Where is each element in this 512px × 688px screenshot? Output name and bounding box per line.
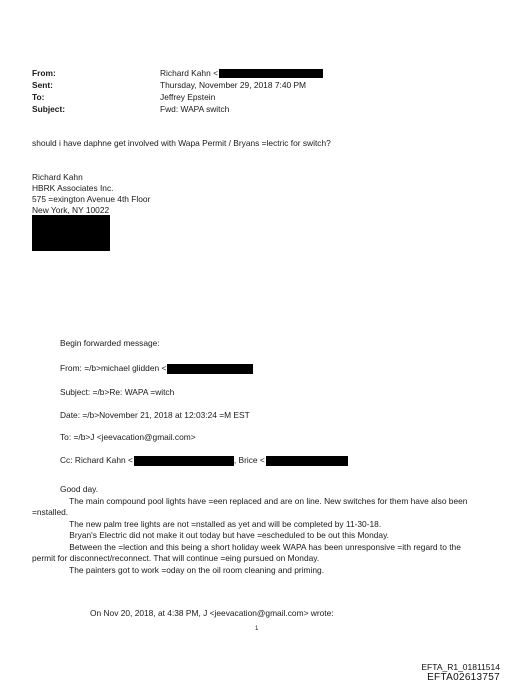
forwarded-from bbox=[60, 363, 253, 374]
forwarded-from-text: From: =/b>michael glidden < bbox=[60, 363, 167, 373]
bates-number-secondary: EFTA02613757 bbox=[427, 672, 500, 683]
message-line: Bryan's Electric did not make it out today but have =escheduled to be out this Monday. bbox=[60, 530, 389, 540]
message-body bbox=[32, 484, 472, 576]
forwarded-cc-prefix: Cc: Richard Kahn < bbox=[60, 455, 133, 465]
signature-name: Richard Kahn bbox=[32, 172, 83, 182]
sent-value: Thursday, November 29, 2018 7:40 PM bbox=[160, 80, 307, 90]
forwarded-to: To: =/b>J <jeevacation@gmail.com> bbox=[60, 432, 196, 442]
forwarded-cc bbox=[60, 455, 348, 466]
forwarded-date: Date: =/b>November 21, 2018 at 12:03:24 =M EST bbox=[60, 410, 250, 420]
redaction-bar bbox=[266, 456, 348, 466]
from-label: From: bbox=[32, 68, 56, 78]
subject-label: Subject: bbox=[32, 104, 66, 114]
bates-number-primary: EFTA_R1_01811514 bbox=[421, 662, 500, 672]
redaction-bar bbox=[134, 456, 234, 466]
sent-label: Sent: bbox=[32, 80, 53, 90]
to-label: To: bbox=[32, 92, 45, 102]
body-question: should i have daphne get involved with Wapa Permit / Bryans =lectric for switch? bbox=[32, 138, 331, 148]
message-line: Good day. bbox=[60, 484, 99, 494]
subject-value: Fwd: WAPA switch bbox=[160, 104, 230, 114]
page-number: 1 bbox=[255, 626, 259, 632]
signature-redaction-block bbox=[32, 215, 110, 251]
message-line: permit for disconnect/reconnect. That will continue =eing pursued on Monday. bbox=[32, 553, 320, 563]
message-line: The new palm tree lights are not =nstalled as yet and will be completed by 11-30-18. bbox=[60, 518, 382, 529]
to-value: Jeffrey Epstein bbox=[160, 92, 216, 102]
quoted-reply-header: On Nov 20, 2018, at 4:38 PM, J <jeevacation@gmail.com> wrote: bbox=[90, 608, 334, 618]
forwarded-intro: Begin forwarded message: bbox=[60, 338, 160, 348]
message-line: The main compound pool lights have =een replaced and are on line. New switches for them have also been bbox=[60, 495, 468, 506]
signature-company: HBRK Associates Inc. bbox=[32, 183, 114, 193]
signature-address-line1: 575 =exington Avenue 4th Floor bbox=[32, 194, 151, 204]
redaction-bar bbox=[219, 69, 323, 78]
forwarded-subject: Subject: =/b>Re: WAPA =witch bbox=[60, 387, 175, 397]
redaction-bar bbox=[167, 364, 253, 374]
message-line: The painters got to work =oday on the oil room cleaning and priming. bbox=[60, 564, 325, 575]
from-value bbox=[160, 68, 323, 78]
signature-address-line2: New York, NY 10022 bbox=[32, 205, 110, 215]
message-line: =nstalled. bbox=[32, 507, 69, 517]
message-line: Between the =lection and this being a short holiday week WAPA has been unresponsive =ith regard to the bbox=[60, 541, 461, 552]
from-sender: Richard Kahn < bbox=[160, 68, 218, 78]
forwarded-cc-middle: , Brice < bbox=[233, 455, 265, 465]
